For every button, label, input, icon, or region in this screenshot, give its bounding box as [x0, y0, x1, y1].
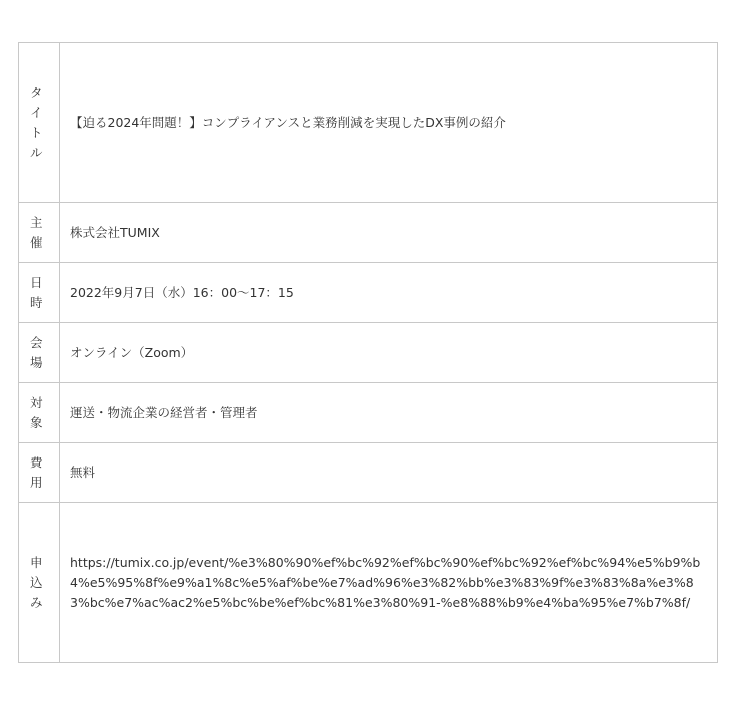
table-row-datetime: [19, 263, 718, 323]
event-datetime: 2022年9月7日（水）16：00〜17：15: [70, 284, 294, 300]
row-label-venue: 会場: [30, 334, 43, 370]
row-value-cell: [60, 43, 718, 203]
table-row-title: [19, 43, 718, 203]
row-label-datetime: 日時: [30, 274, 43, 310]
row-label-organizer: 主催: [30, 214, 43, 250]
row-label-cell: [19, 203, 60, 263]
row-label-cell: [19, 503, 60, 663]
event-venue: オンライン（Zoom）: [70, 344, 194, 360]
row-value-cell: [60, 443, 718, 503]
table-row-venue: [19, 323, 718, 383]
application-url-link[interactable]: https://tumix.co.jp/event/%e3%80%90%ef%bc%92%ef%bc%90%ef%bc%92%ef%bc%94%e5%b9%b4%e5%95%8f%e9%a1%8c%e5%af%be%e7%ad%96%e3%82%bb%e3%83%9f%e3%83%8a%e3%83%bc%e7%ac%ac2%e5%bc%be%ef%bc%81%e3%80%91-%e8%88%b9%e4%ba%95%e7%b7%8f/: [70, 554, 701, 610]
row-value-cell: [60, 323, 718, 383]
row-label-audience: 対象: [30, 394, 43, 430]
table-row-audience: [19, 383, 718, 443]
row-label-fee: 費用: [30, 454, 43, 490]
row-value-cell: [60, 503, 718, 663]
row-label-cell: [19, 443, 60, 503]
organizer-name: 株式会社TUMIX: [70, 224, 160, 240]
event-audience: 運送・物流企業の経営者・管理者: [70, 404, 258, 420]
event-title: 【迫る2024年問題！】コンプライアンスと業務削減を実現したDX事例の紹介: [70, 114, 506, 130]
row-value-cell: [60, 203, 718, 263]
event-info-table: [18, 42, 718, 663]
row-label-cell: [19, 323, 60, 383]
table-row-application: [19, 503, 718, 663]
row-label-cell: [19, 263, 60, 323]
table-row-organizer: [19, 203, 718, 263]
row-label-title: タイトル: [30, 84, 43, 160]
row-label-cell: [19, 43, 60, 203]
row-label-application: 申込み: [30, 554, 43, 610]
row-value-cell: [60, 263, 718, 323]
row-value-cell: [60, 383, 718, 443]
event-fee: 無料: [70, 464, 96, 480]
row-label-cell: [19, 383, 60, 443]
table-row-fee: [19, 443, 718, 503]
